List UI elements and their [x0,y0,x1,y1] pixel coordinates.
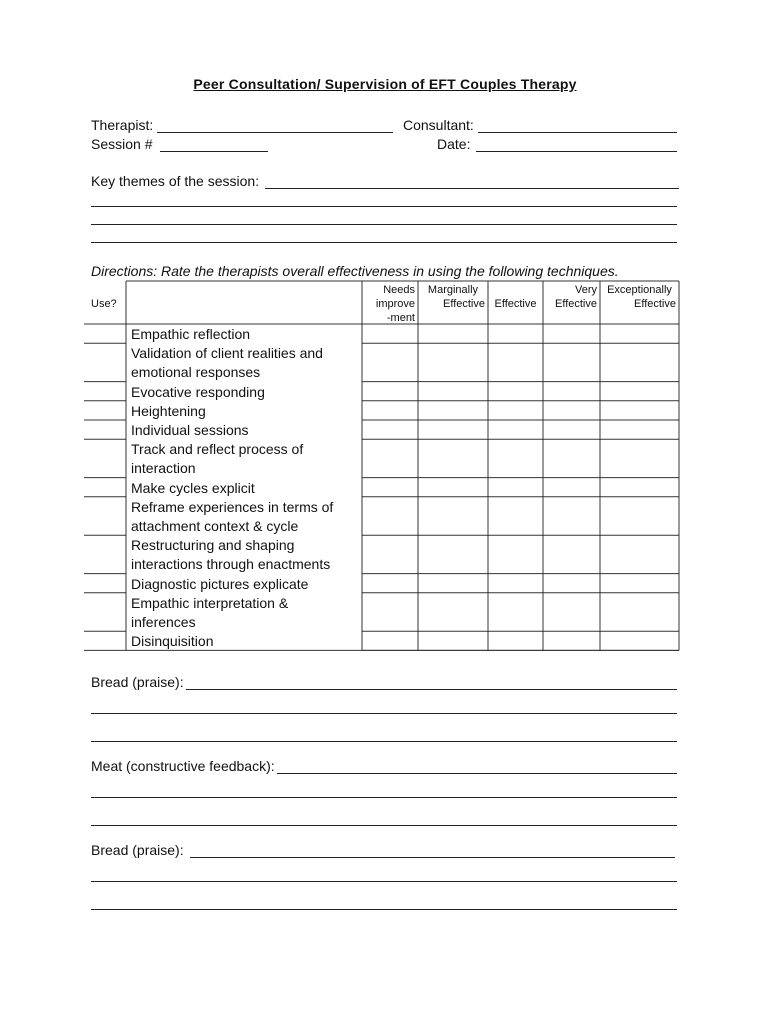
rating-cell[interactable] [418,382,488,401]
technique-label-line: Empathic interpretation & [131,594,289,611]
session-line[interactable] [160,137,268,152]
rating-cell[interactable] [543,420,600,439]
rating-cell[interactable] [488,401,543,420]
use-cell[interactable] [84,631,126,650]
rating-cell[interactable] [418,593,488,631]
rating-cell[interactable] [600,382,679,401]
rating-cell[interactable] [488,497,543,535]
meat-feedback-label: Meat (constructive feedback): [91,758,275,774]
key-themes-field[interactable] [91,171,679,189]
use-cell[interactable] [84,382,126,401]
use-cell[interactable] [84,535,126,573]
rating-cell[interactable] [418,343,488,381]
rating-column-header-4 [603,283,676,311]
rating-cell[interactable] [600,497,679,535]
technique-label [131,325,250,344]
date-field[interactable] [437,134,677,152]
rating-column-header-3 [546,283,597,311]
rating-cell[interactable] [600,574,679,593]
technique-label [131,421,249,440]
bread-praise-field-2[interactable] [91,840,675,858]
rating-cell[interactable] [543,574,600,593]
use-cell[interactable] [84,420,126,439]
rating-cell[interactable] [543,593,600,631]
meat-feedback-field[interactable] [91,756,677,774]
use-cell[interactable] [84,478,126,497]
rating-cell[interactable] [488,593,543,631]
rating-cell[interactable] [418,497,488,535]
bread-praise-line-1b[interactable] [91,713,677,714]
technique-label [131,632,213,651]
rating-cell[interactable] [600,343,679,381]
rating-cell[interactable] [488,382,543,401]
rating-cell[interactable] [488,478,543,497]
key-themes-line-4[interactable] [91,242,677,243]
technique-label [131,479,255,498]
rating-cell[interactable] [600,324,679,343]
rating-cell[interactable] [543,631,600,650]
form-title: Peer Consultation/ Supervision of EFT Couples Therapy [193,76,577,92]
directions-text: Directions: Rate the therapists overall effectiveness in using the following techniques. [91,263,619,279]
rating-cell[interactable] [362,574,418,593]
bread-praise-line-2[interactable] [190,843,675,858]
technique-label-line: Empathic reflection [131,326,251,342]
rating-cell[interactable] [600,401,679,420]
technique-label-line: Disinquisition [131,633,214,650]
technique-label-line: Diagnostic pictures explicate [131,575,309,592]
bread-praise-label-1: Bread (praise): [91,674,184,690]
rating-cell[interactable] [600,439,679,477]
session-field[interactable] [91,134,268,152]
rating-cell[interactable] [362,535,418,573]
technique-label-line: attachment context & cycle [131,517,299,534]
rating-cell[interactable] [600,420,679,439]
rating-cell[interactable] [488,420,543,439]
rating-cell[interactable] [488,439,543,477]
use-cell[interactable] [84,439,126,477]
rating-cell[interactable] [543,324,600,343]
rating-cell[interactable] [418,631,488,650]
session-label: Session # [91,136,153,152]
date-label: Date: [437,136,471,152]
rating-cell[interactable] [488,343,543,381]
rating-cell[interactable] [543,382,600,401]
rating-cell[interactable] [362,343,418,381]
meat-feedback-line[interactable] [277,759,677,774]
rating-column-header-line: Needs [383,284,415,296]
rating-column-header-line: Effective [555,298,597,310]
key-themes-line-2[interactable] [91,206,677,207]
rating-column-header-line: improve [375,298,415,310]
rating-column-header-line: Effective [634,298,676,310]
rating-cell[interactable] [600,535,679,573]
technique-label-line: Heightening [131,402,206,419]
technique-label-line: Individual sessions [131,422,249,438]
rating-cell[interactable] [418,478,488,497]
therapist-field[interactable] [91,115,393,133]
rating-cell[interactable] [488,631,543,650]
rating-column-header-1 [421,283,485,311]
bread-praise-field-1[interactable] [91,672,677,690]
use-cell[interactable] [84,343,126,381]
therapist-label: Therapist: [91,117,154,133]
technique-label-line: emotional responses [131,364,261,381]
use-cell[interactable] [84,574,126,593]
rating-cell[interactable] [418,324,488,343]
use-column-label: Use? [91,298,117,310]
meat-feedback-line-c[interactable] [91,825,677,826]
rating-cell[interactable] [600,593,679,631]
rating-cell[interactable] [362,401,418,420]
rating-column-header-2 [491,283,540,311]
rating-cell[interactable] [362,593,418,631]
meat-feedback-line-b[interactable] [91,797,677,798]
rating-column-header-line: Marginally [427,284,479,296]
consultant-line[interactable] [478,118,677,133]
rating-column-header-line: Effective [443,298,485,310]
therapist-line[interactable] [157,118,393,133]
technique-label [131,594,288,632]
rating-cell[interactable] [362,439,418,477]
technique-label [131,344,323,382]
rating-cell[interactable] [362,324,418,343]
use-cell[interactable] [84,497,126,535]
technique-label-line: inferences [131,613,196,630]
technique-label [131,383,265,402]
technique-label-line: Validation of client realities and [131,345,323,362]
rating-cell[interactable] [418,535,488,573]
technique-label-line: interactions through enactments [131,556,331,573]
key-themes-label: Key themes of the session: [91,173,260,189]
rating-cell[interactable] [543,535,600,573]
rating-column-header-line: -ment [386,312,415,324]
technique-label-line: Make cycles explicit [131,479,255,496]
use-cell[interactable] [84,401,126,420]
rating-cell[interactable] [488,535,543,573]
use-cell[interactable] [84,324,126,343]
rating-cell[interactable] [418,401,488,420]
technique-label-line: Reframe experiences in terms of [131,498,334,515]
rating-cell[interactable] [543,478,600,497]
bread-praise-line-2c[interactable] [91,909,677,910]
bread-praise-line-1[interactable] [186,675,677,690]
rating-cell[interactable] [543,497,600,535]
rating-cell[interactable] [488,324,543,343]
bread-praise-line-2b[interactable] [91,881,677,882]
technique-label [131,536,330,574]
rating-cell[interactable] [418,420,488,439]
rating-cell[interactable] [362,631,418,650]
bread-praise-line-1c[interactable] [91,741,677,742]
rating-cell[interactable] [418,439,488,477]
technique-label-line: Track and reflect process of [131,441,304,458]
date-line[interactable] [476,137,677,152]
rating-column-header-0 [365,283,415,325]
technique-label [131,575,308,594]
bread-praise-label-2: Bread (praise): [91,842,184,858]
rating-cell[interactable] [600,631,679,650]
technique-label-line: interaction [131,460,196,477]
rating-column-header-line: Exceptionally [607,284,672,296]
rating-cell[interactable] [543,439,600,477]
rating-cell[interactable] [543,343,600,381]
technique-label [131,440,303,478]
technique-label-line: Restructuring and shaping [131,537,295,554]
rating-column-header-line: Effective [494,298,537,310]
rating-cell[interactable] [362,382,418,401]
rating-cell[interactable] [600,478,679,497]
rating-cell[interactable] [362,478,418,497]
rating-cell[interactable] [418,574,488,593]
rating-column-header-line: Very [574,284,597,296]
use-cell[interactable] [84,593,126,631]
consultant-field[interactable] [403,115,677,133]
rating-cell[interactable] [362,497,418,535]
key-themes-line-3[interactable] [91,224,677,225]
technique-label-line: Evocative responding [131,383,265,400]
rating-cell[interactable] [543,401,600,420]
key-themes-line[interactable] [265,174,679,189]
technique-label [131,498,333,536]
rating-cell[interactable] [362,420,418,439]
rating-cell[interactable] [488,574,543,593]
consultant-label: Consultant: [403,117,474,133]
technique-label [131,402,206,421]
